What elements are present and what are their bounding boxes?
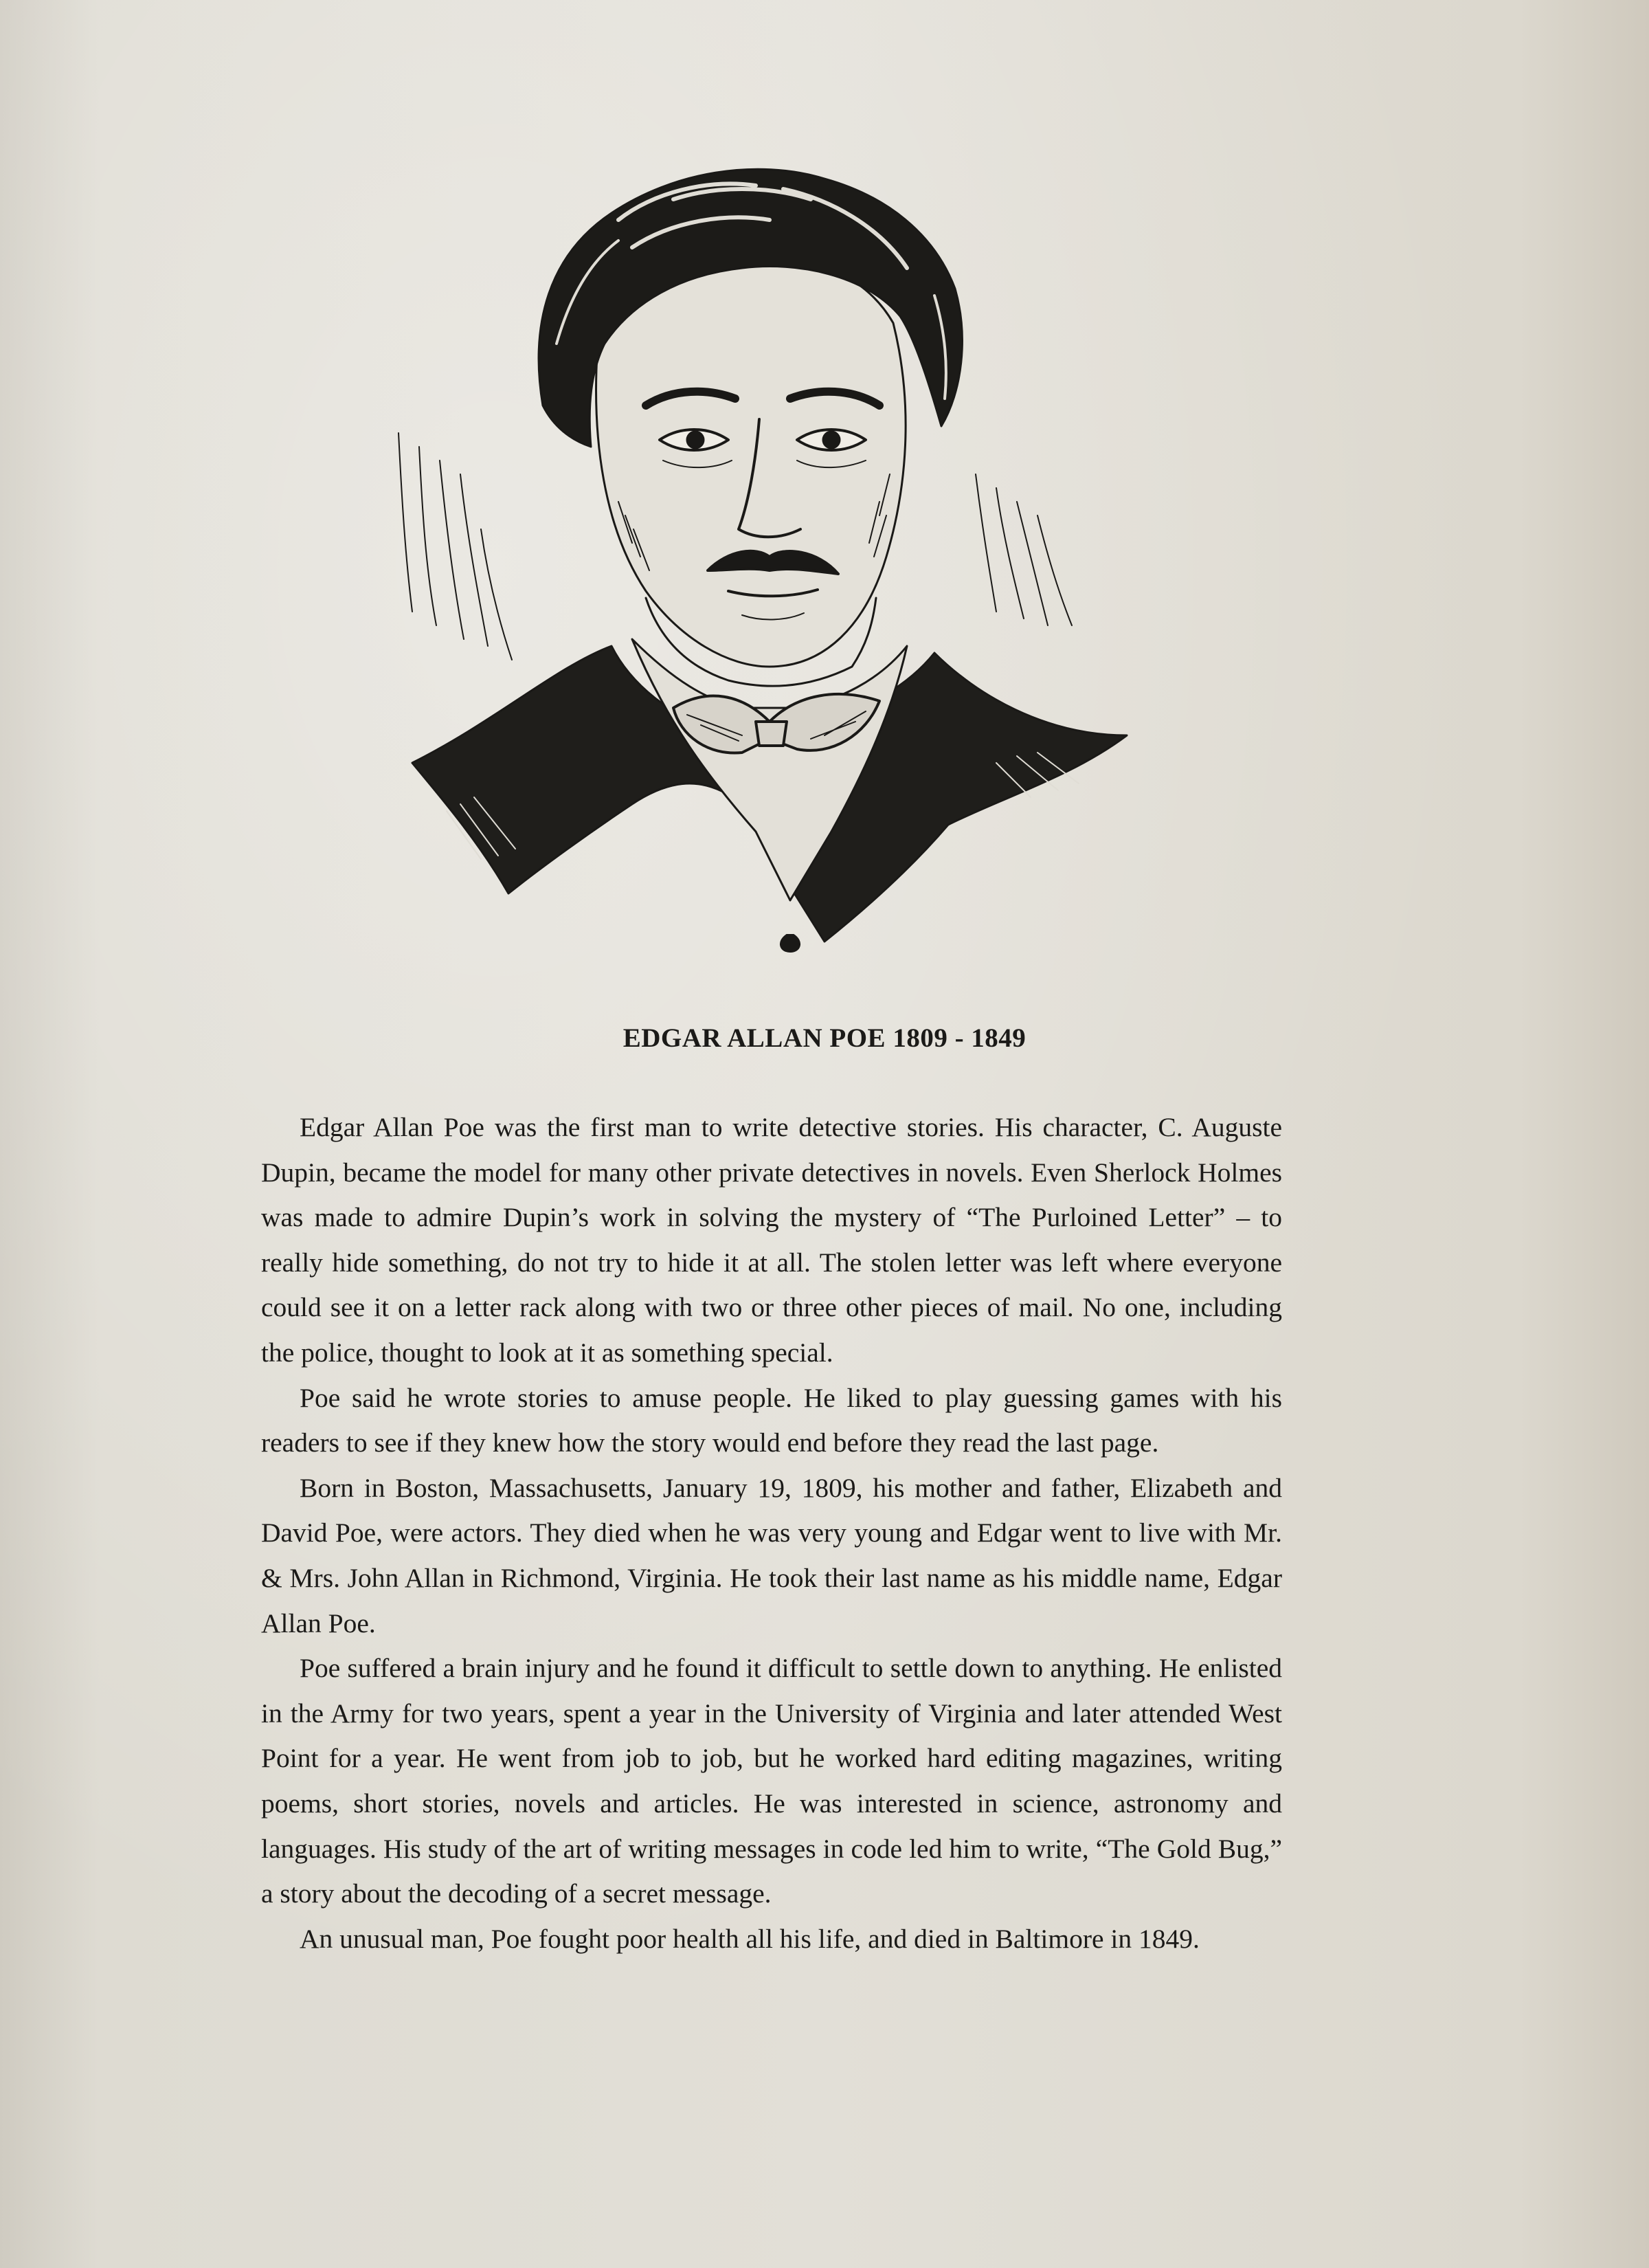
paragraph: Poe said he wrote stories to amuse people. He liked to play guessing games with his readers to see if they knew how the story would end before they read the last page. [261,1382,1282,1458]
paragraph: Poe suffered a brain injury and he found it difficult to settle down to anything. He enlisted in the Army for two years, spent a year in the University of Virginia and later attended West Point for a year. He went from job to job, but he worked hard editing magazines, writing poems, short stories, novels and articles. He was interested in science, astronomy and languages. His study of the art of writing messages in code led him to write, “The Gold Bug,” a story about the decoding of a secret message. [261,1653,1282,1909]
paragraph: Edgar Allan Poe was the first man to write detective stories. His character, C. Auguste Dupin, became the model for many other private detectives in novels. Even Sherlock Holmes was made to admire Dupin’s work in solving the mystery of “The Purloined Letter” – to really hide something, do not try to hide it at all. The stolen letter was left where everyone could see it on a letter rack along with two or three other pieces of mail. No one, including the police, thought to look at it as something special. [261,1112,1282,1368]
paragraph: Born in Boston, Massachusetts, January 19, 1809, his mother and father, Elizabeth and David Poe, were actors. They died when he was very young and Edgar went to live with Mr. & Mrs. John Allan in Richmond, Virginia. He took their last name as his middle name, Edgar Allan Poe. [261,1472,1282,1638]
article-body [261,1105,1282,1961]
paragraph: An unusual man, Poe fought poor health all his life, and died in Baltimore in 1849. [300,1923,1200,1954]
page-title: EDGAR ALLAN POE 1809 - 1849 [622,1023,1027,1053]
portrait-illustration [385,117,1168,983]
face [596,254,906,667]
